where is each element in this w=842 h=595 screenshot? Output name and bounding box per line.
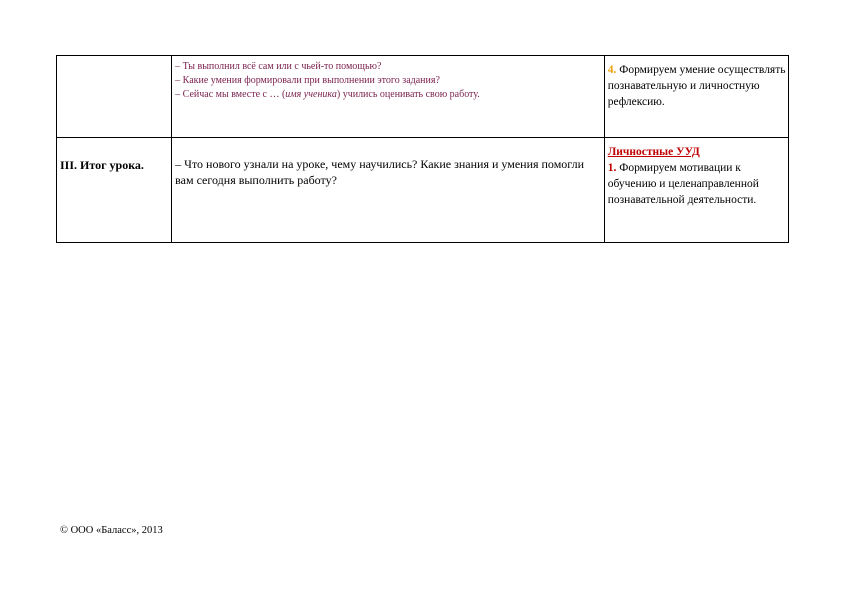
question-text: – Что нового узнали на уроке, чему научились? Какие знания и умения помогли вам сегодня выполнить работу? [175, 157, 585, 187]
stage-title: III. Итог урока. [60, 158, 144, 172]
uud-text: Формируем мотивации к обучению и целенаправленной познавательной деятельности. [607, 162, 759, 206]
table-row [57, 138, 789, 243]
uud-text: Формируем умение осуществлять познавательную и личностную рефлексию. [607, 64, 786, 108]
stage-cell [57, 138, 172, 243]
table-row [57, 56, 789, 138]
uud-label: Личностные УУД [607, 146, 700, 158]
lesson-table [56, 55, 789, 243]
stage-cell-empty [57, 56, 172, 138]
questions-cell [172, 56, 605, 138]
uud-number: 1. [607, 162, 617, 174]
student-name-placeholder: имя ученика [285, 89, 337, 100]
uud-cell [604, 138, 788, 243]
question-line: – Ты выполнил всё сам или с чьей-то помощью? [175, 61, 382, 72]
uud-number: 4. [607, 64, 617, 76]
uud-cell [604, 56, 788, 138]
question-line: – Сейчас мы вместе с … (имя ученика) учились оценивать свою работу. [175, 89, 480, 100]
copyright-footer: © ООО «Баласс», 2013 [60, 525, 163, 536]
question-line: – Какие умения формировали при выполнении этого задания? [175, 75, 440, 86]
questions-cell [172, 138, 605, 243]
